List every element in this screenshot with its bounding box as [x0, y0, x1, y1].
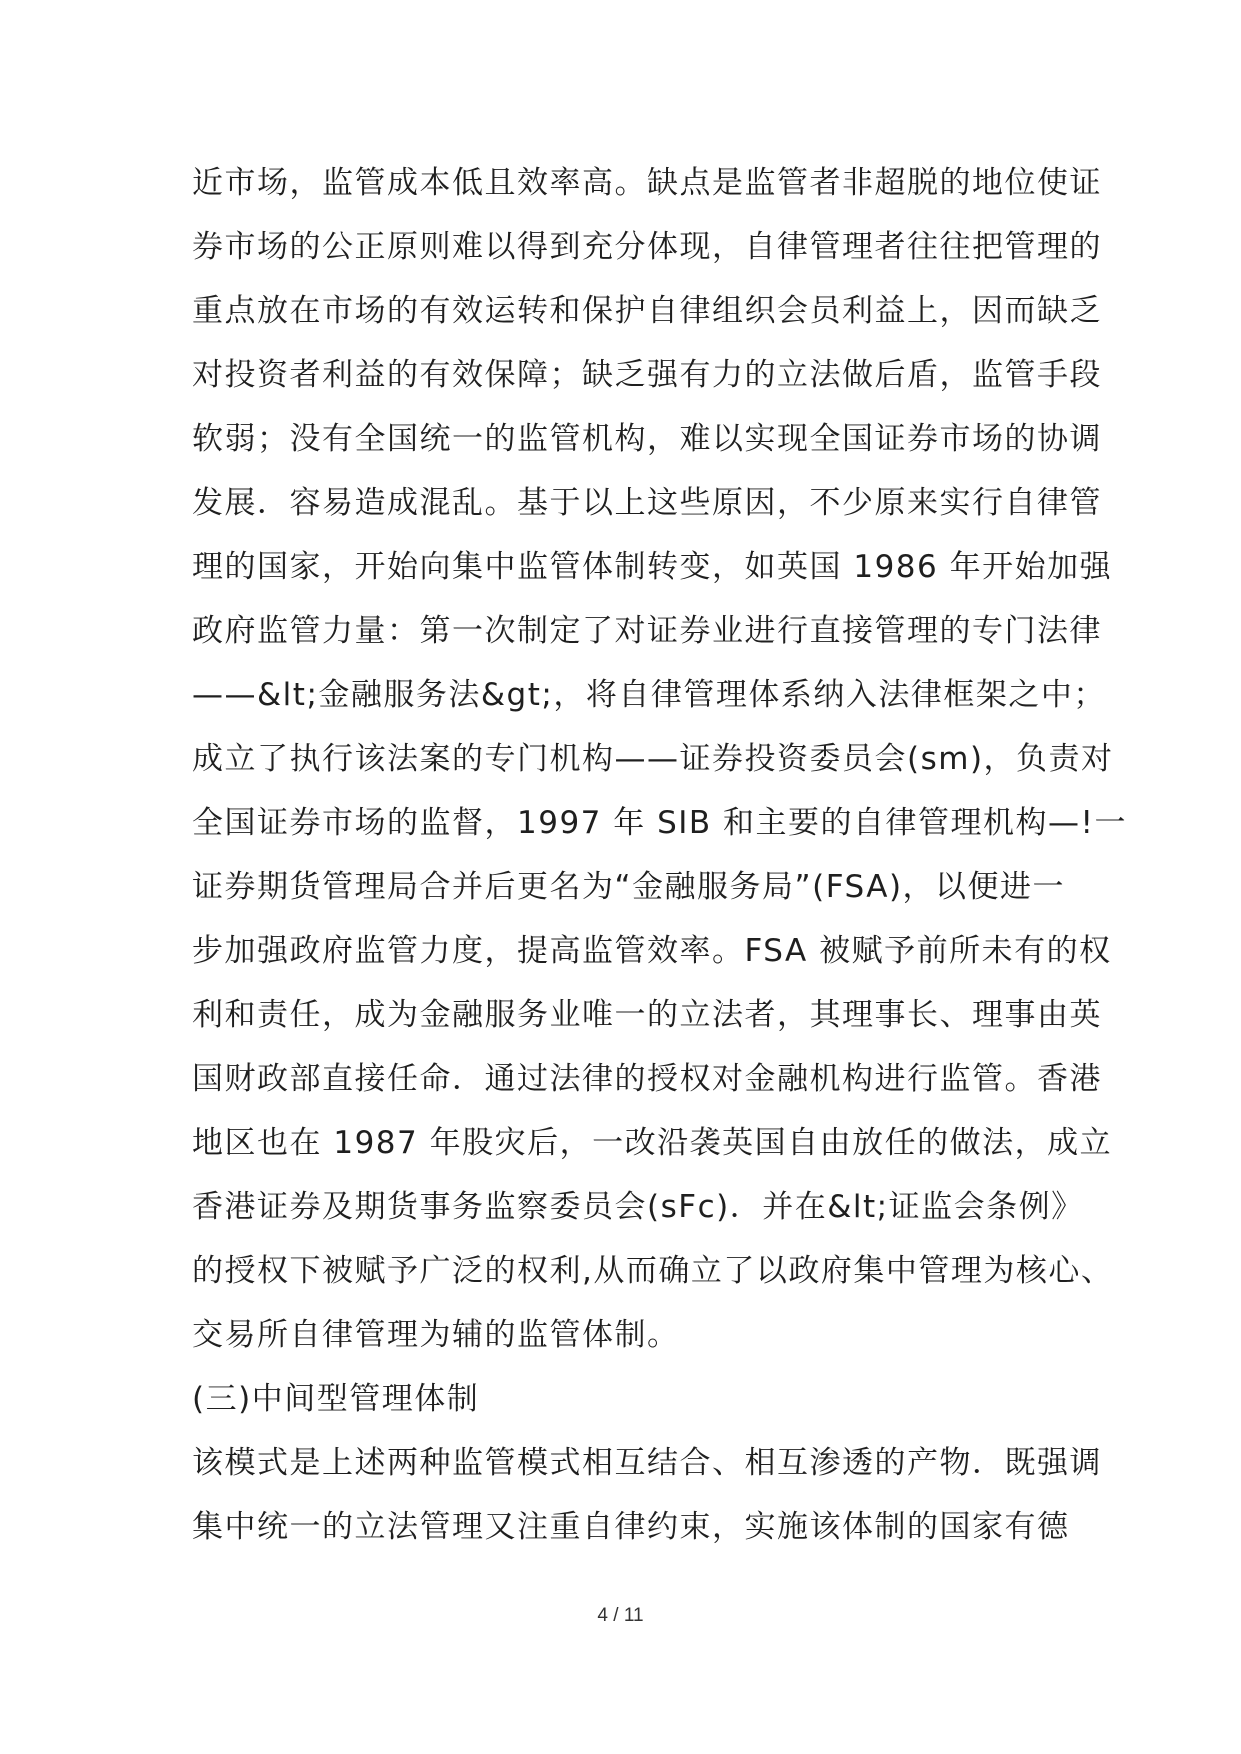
text-line: 的授权下被赋予广泛的权利,从而确立了以政府集中管理为核心、: [192, 1253, 1114, 1289]
text-line: 香港证券及期货事务监察委员会(sFc)．并在&lt;证监会条例》: [192, 1189, 1084, 1225]
text-line: 政府监管力量：第一次制定了对证券业进行直接管理的专门法律: [192, 613, 1102, 649]
text-line: 交易所自律管理为辅的监管体制。: [192, 1317, 680, 1353]
text-line: 软弱；没有全国统一的监管机构，难以实现全国证券市场的协调: [192, 421, 1102, 457]
text-line: 重点放在市场的有效运转和保护自律组织会员利益上，因而缺乏: [192, 293, 1102, 329]
text-line: 国财政部直接任命．通过法律的授权对金融机构进行监管。香港: [192, 1061, 1102, 1097]
text-line: 证券期货管理局合并后更名为“金融服务局”(FSA)，以便进一: [192, 869, 1066, 905]
text-line: 近市场，监管成本低且效率高。缺点是监管者非超脱的地位使证: [192, 165, 1102, 201]
text-line: 该模式是上述两种监管模式相互结合、相互渗透的产物．既强调: [192, 1445, 1102, 1481]
page-number: 4 / 11: [597, 1605, 644, 1626]
text-line: 利和责任，成为金融服务业唯一的立法者，其理事长、理事由英: [192, 997, 1102, 1033]
text-line: 全国证券市场的监督，1997 年 SIB 和主要的自律管理机构—!一: [192, 805, 1127, 841]
text-line: 券市场的公正原则难以得到充分体现，自律管理者往往把管理的: [192, 229, 1102, 265]
text-line: ——&lt;金融服务法&gt;，将自律管理体系纳入法律框架之中；: [192, 677, 1106, 713]
text-line: 集中统一的立法管理又注重自律约束，实施该体制的国家有德: [192, 1509, 1070, 1545]
text-line: 步加强政府监管力度，提高监管效率。FSA 被赋予前所未有的权: [192, 933, 1112, 969]
text-line: 理的国家，开始向集中监管体制转变，如英国 1986 年开始加强: [192, 549, 1113, 585]
text-line: 对投资者利益的有效保障；缺乏强有力的立法做后盾，监管手段: [192, 357, 1102, 393]
document-body: [192, 158, 1127, 1566]
section-heading: (三)中间型管理体制: [192, 1381, 480, 1417]
text-line: 地区也在 1987 年股灾后，一改沿袭英国自由放任的做法，成立: [192, 1125, 1113, 1161]
text-line: 发展．容易造成混乱。基于以上这些原因，不少原来实行自律管: [192, 485, 1102, 521]
text-line: 成立了执行该法案的专门机构——证券投资委员会(sm)，负责对: [192, 741, 1114, 777]
